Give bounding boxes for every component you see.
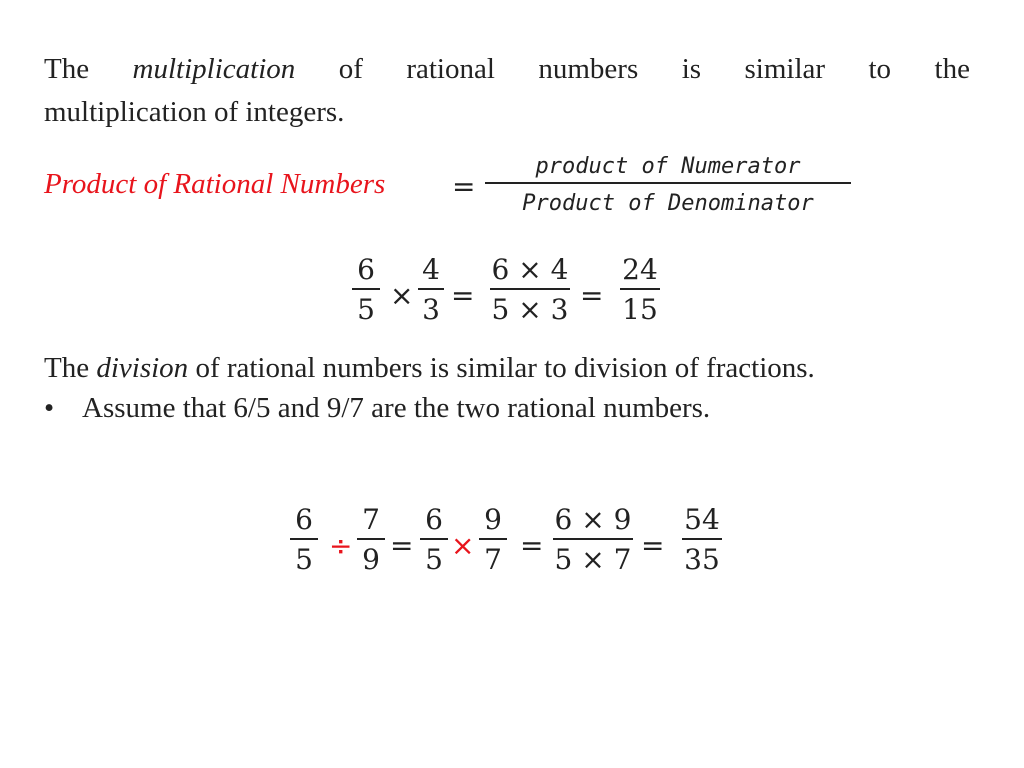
bullet-text: Assume that 6/5 and 9/7 are the two rational numbers. [82, 392, 711, 424]
denominator: 5 × 3 [491, 293, 569, 326]
numerator: 9 [484, 503, 502, 536]
div-fraction-5 [553, 502, 633, 580]
intro-line-1 [44, 48, 970, 91]
division-suffix: of rational numbers is similar to division of fractions. [195, 352, 815, 384]
numerator: 7 [362, 503, 380, 536]
denominator: 5 × 7 [554, 543, 632, 576]
equals-sign: = [451, 279, 475, 312]
numerator: 24 [622, 253, 658, 286]
denominator: 7 [484, 543, 502, 576]
equals-sign: = [520, 529, 544, 562]
multiply-sign: × [451, 529, 475, 562]
mult-fraction-1 [352, 252, 380, 330]
intro-word-emphasis: multiplication [132, 53, 296, 85]
formula-equals-sign: = [452, 170, 476, 203]
denominator: 35 [684, 543, 720, 576]
numerator: 6 [357, 253, 375, 286]
formula-label: Product of Rational Numbers [44, 168, 386, 200]
formula-numerator: product of Numerator [535, 154, 801, 179]
denominator: 9 [362, 543, 380, 576]
bullet-item [44, 392, 710, 425]
intro-word: to [868, 53, 892, 85]
div-fraction-2 [357, 502, 385, 580]
div-fraction-result [682, 502, 722, 580]
denominator: 5 [425, 543, 443, 576]
div-fraction-1 [290, 502, 318, 580]
intro-word: similar [744, 53, 826, 85]
divide-sign: ÷ [329, 529, 353, 562]
numerator: 6 × 4 [491, 253, 569, 286]
denominator: 15 [622, 293, 658, 326]
formula-fraction [485, 152, 851, 224]
mult-fraction-2 [418, 252, 444, 330]
intro-word: The [44, 53, 90, 85]
mult-fraction-3 [490, 252, 570, 330]
intro-word: numbers [538, 53, 639, 85]
division-prefix: The [44, 352, 90, 384]
intro-line-2: multiplication of integers. [44, 96, 345, 128]
equals-sign: = [641, 529, 665, 562]
equals-sign: = [390, 529, 414, 562]
denominator: 5 [357, 293, 375, 326]
division-term: division [96, 352, 189, 384]
mult-fraction-result [620, 252, 660, 330]
bullet-icon: • [44, 392, 55, 424]
numerator: 6 [425, 503, 443, 536]
div-fraction-4 [479, 502, 507, 580]
denominator: 3 [422, 293, 440, 326]
intro-paragraph [44, 48, 970, 134]
intro-word: of [338, 53, 363, 85]
denominator: 5 [295, 543, 313, 576]
formula-denominator: Product of Denominator [522, 191, 814, 216]
division-paragraph [44, 352, 815, 385]
intro-word: rational [406, 53, 495, 85]
div-fraction-3 [420, 502, 448, 580]
equals-sign: = [580, 279, 604, 312]
numerator: 54 [684, 503, 720, 536]
intro-word: is [681, 53, 702, 85]
numerator: 6 [295, 503, 313, 536]
numerator: 6 × 9 [554, 503, 632, 536]
multiply-sign: × [390, 279, 414, 312]
numerator: 4 [422, 253, 440, 286]
intro-word: the [934, 53, 970, 85]
